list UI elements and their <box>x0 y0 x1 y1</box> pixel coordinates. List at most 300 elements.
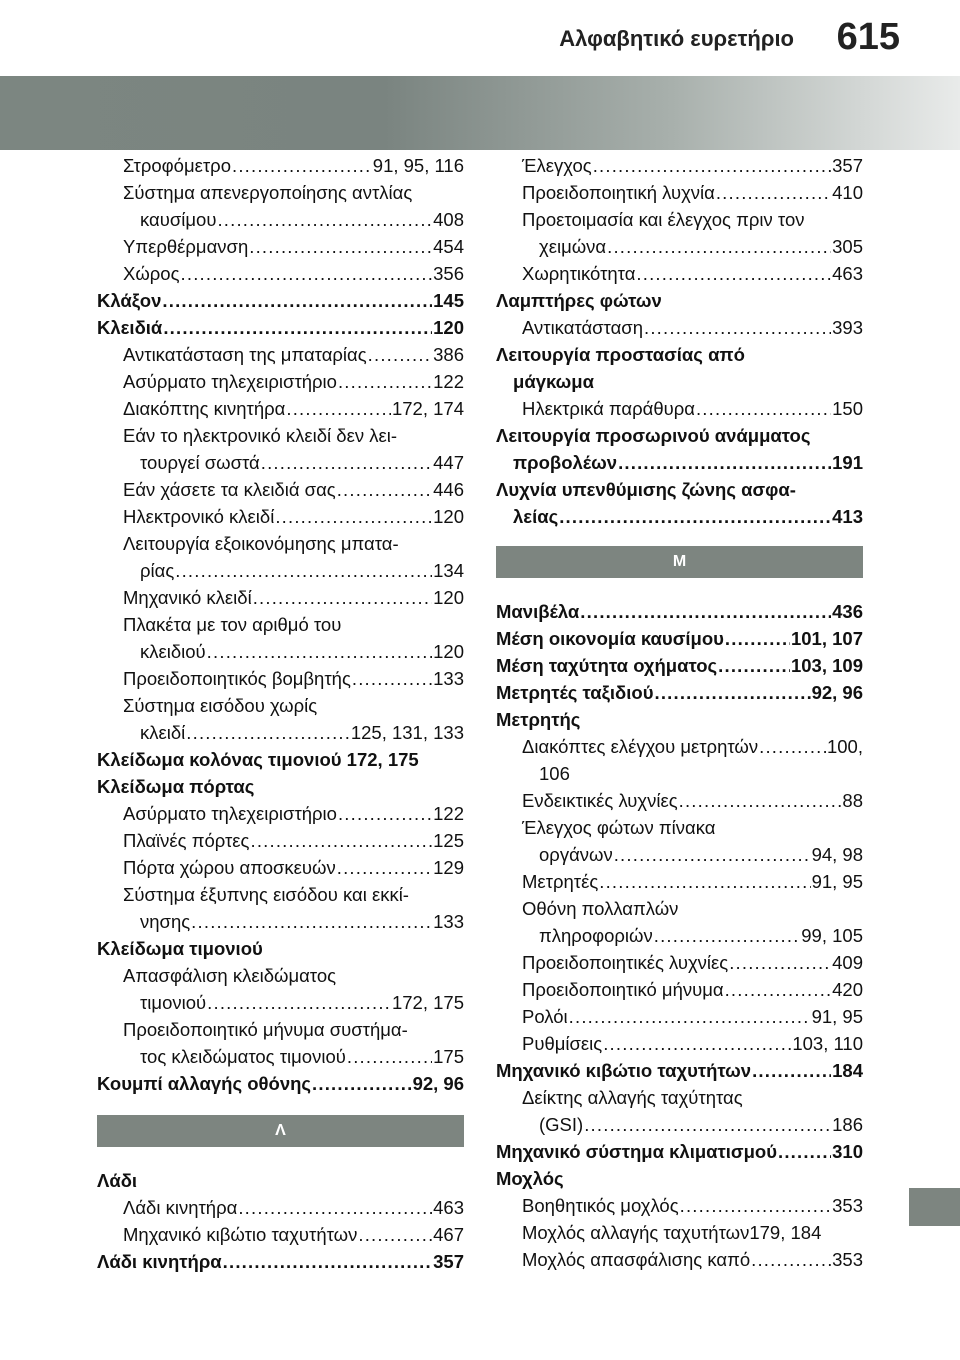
entry-line <box>496 679 863 706</box>
entry-line <box>123 854 464 881</box>
index-subentry <box>97 800 464 827</box>
entry-text: Διακόπτης κινητήρα <box>123 398 286 419</box>
dot-leader <box>759 733 826 760</box>
entry-line <box>97 773 464 800</box>
index-heading <box>97 1070 464 1097</box>
entry-line <box>496 1057 863 1084</box>
entry-text: Προειδοποιητικός βομβητής <box>123 668 351 689</box>
dot-leader <box>725 625 790 652</box>
entry-text: Μετρητές ταξιδιού <box>496 682 654 703</box>
entry-text: Προειδοποιητική λυχνία <box>522 182 715 203</box>
entry-line <box>123 530 464 557</box>
entry-line <box>522 395 863 422</box>
page-reference: 99, 105 <box>801 925 863 946</box>
index-subentry <box>97 881 464 935</box>
dot-leader <box>338 368 432 395</box>
dot-leader <box>729 949 831 976</box>
page-reference: 454 <box>433 236 464 257</box>
entry-text: Πλαϊνές πόρτες <box>123 830 250 851</box>
page-reference: 125, 131, 133 <box>350 722 464 743</box>
entry-text: ρίας <box>140 560 175 581</box>
entry-text: οργάνων <box>539 844 613 865</box>
entry-line <box>522 1219 863 1246</box>
index-heading <box>496 341 863 395</box>
index-subentry <box>496 1246 863 1273</box>
dot-leader <box>607 233 831 260</box>
page-reference: 413 <box>832 506 863 527</box>
entry-line <box>123 881 464 908</box>
entry-text: Μοχλός αλλαγής ταχυτήτων <box>522 1222 750 1243</box>
index-subentry <box>496 1084 863 1138</box>
dot-leader <box>312 1070 412 1097</box>
dot-leader <box>207 638 432 665</box>
dot-leader <box>718 652 790 679</box>
entry-text: Διακόπτες ελέγχου μετρητών <box>522 736 759 757</box>
entry-line <box>123 989 464 1016</box>
entry-line <box>123 719 464 746</box>
index-heading <box>97 746 464 773</box>
index-heading <box>97 287 464 314</box>
index-subentry <box>496 895 863 949</box>
dot-leader <box>217 206 432 233</box>
entry-text: Πλακέτα με τον αριθμό του <box>123 614 342 635</box>
entry-line <box>123 908 464 935</box>
entry-text: Προειδοποιητικό μήνυμα συστήμα- <box>123 1019 408 1040</box>
entry-text: Λειτουργία προσωρινού ανάμματος <box>496 425 811 446</box>
page-reference: 393 <box>832 317 863 338</box>
entry-line <box>123 962 464 989</box>
page-reference: 172, 175 <box>391 992 464 1013</box>
page-reference: 92, 96 <box>811 682 863 703</box>
entry-line <box>496 287 863 314</box>
index-subentry <box>496 152 863 179</box>
entry-line <box>123 692 464 719</box>
index-subentry <box>97 692 464 746</box>
entry-line <box>123 665 464 692</box>
entry-line <box>123 1194 464 1221</box>
entry-text: καυσίμου <box>140 209 217 230</box>
index-heading <box>496 422 863 476</box>
dot-leader <box>207 989 391 1016</box>
entry-text: (GSI) <box>539 1114 584 1135</box>
dot-leader <box>238 1194 432 1221</box>
entry-line <box>522 949 863 976</box>
page-reference: 353 <box>832 1195 863 1216</box>
dot-leader <box>338 800 432 827</box>
index-subentry <box>496 787 863 814</box>
page-reference: 100, <box>826 736 863 757</box>
dot-leader <box>778 1138 831 1165</box>
dot-leader <box>162 287 432 314</box>
index-subentry <box>97 503 464 530</box>
section-header-mu: Μ <box>496 546 863 578</box>
entry-text: Κουμπί αλλαγής οθόνης <box>97 1073 312 1094</box>
index-subentry <box>97 260 464 287</box>
dot-leader <box>163 314 432 341</box>
entry-text: Προειδοποιητικές λυχνίες <box>522 952 729 973</box>
entry-text: Μηχανικό σύστημα κλιματισμού <box>496 1141 777 1162</box>
entry-line <box>496 652 863 679</box>
page-reference: 463 <box>832 263 863 284</box>
index-subentry <box>97 368 464 395</box>
index-subentry <box>97 611 464 665</box>
index-column-left <box>97 152 464 1275</box>
entry-text: Δείκτης αλλαγής ταχύτητας <box>522 1087 743 1108</box>
dot-leader <box>286 395 391 422</box>
entry-text: Σύστημα εισόδου χωρίς <box>123 695 318 716</box>
entry-text: μάγκωμα <box>513 371 595 392</box>
page-reference: 92, 96 <box>412 1073 464 1094</box>
entry-text: Μέση οικονομία καυσίμου <box>496 628 724 649</box>
dot-leader <box>716 179 831 206</box>
index-subentry <box>496 314 863 341</box>
entry-text: Αντικατάσταση της μπαταρίας <box>123 344 367 365</box>
entry-line <box>123 206 464 233</box>
entries-group <box>97 152 464 1097</box>
dot-leader <box>569 1003 811 1030</box>
dot-leader <box>725 976 832 1003</box>
page-reference: 129 <box>433 857 464 878</box>
page-reference: 120 <box>433 641 464 662</box>
entry-line <box>97 935 464 962</box>
dot-leader <box>751 1246 831 1273</box>
entry-line <box>496 706 863 733</box>
entry-text: Κλάξον <box>97 290 162 311</box>
entry-text: Κλείδωμα τιμονιού <box>97 938 263 959</box>
dot-leader <box>191 908 432 935</box>
dot-leader <box>337 476 432 503</box>
entry-text: Κλειδιά <box>97 317 163 338</box>
index-heading <box>97 773 464 800</box>
dot-leader <box>358 1221 432 1248</box>
index-column-right <box>496 152 863 1273</box>
dot-leader <box>337 854 432 881</box>
index-subentry <box>496 395 863 422</box>
entry-text: Πόρτα χώρου αποσκευών <box>123 857 336 878</box>
index-subentry <box>97 422 464 476</box>
entry-line <box>123 449 464 476</box>
dot-leader <box>559 503 831 530</box>
page-reference: 357 <box>433 1251 464 1272</box>
page-reference: 408 <box>433 209 464 230</box>
page-reference: 150 <box>832 398 863 419</box>
entry-line <box>123 827 464 854</box>
page-reference: 305 <box>832 236 863 257</box>
entry-line <box>522 1111 863 1138</box>
entry-line <box>496 1165 863 1192</box>
entry-line <box>522 976 863 1003</box>
page-reference: 409 <box>832 952 863 973</box>
index-subentry <box>97 476 464 503</box>
entry-text: Μοχλός <box>496 1168 564 1189</box>
page-reference: 172, 174 <box>391 398 464 419</box>
dot-leader <box>599 868 810 895</box>
index-subentry <box>496 868 863 895</box>
entry-line <box>496 341 863 368</box>
index-subentry <box>496 1030 863 1057</box>
index-heading <box>496 287 863 314</box>
entry-text: Ρυθμίσεις <box>522 1033 603 1054</box>
page-reference: 145 <box>433 290 464 311</box>
entry-text: Σύστημα απενεργοποίησης αντλίας <box>123 182 413 203</box>
index-subentry <box>496 949 863 976</box>
entry-line <box>496 598 863 625</box>
entry-line <box>97 1248 464 1275</box>
entry-text: Έλεγχος φώτων πίνακα <box>522 817 716 838</box>
dot-leader <box>368 341 432 368</box>
page-reference: 91, 95 <box>811 871 863 892</box>
entries-group <box>496 152 863 530</box>
index-heading <box>97 1167 464 1194</box>
dot-leader <box>679 787 842 814</box>
dot-leader <box>250 827 432 854</box>
entry-line <box>123 1221 464 1248</box>
index-subentry <box>97 665 464 692</box>
index-heading <box>97 314 464 341</box>
page-reference: 353 <box>832 1249 863 1270</box>
entry-line <box>123 584 464 611</box>
page-reference: 134 <box>433 560 464 581</box>
page-reference: 133 <box>433 911 464 932</box>
page-reference: 94, 98 <box>811 844 863 865</box>
entry-line <box>522 760 863 787</box>
index-subentry <box>97 584 464 611</box>
dot-leader <box>352 665 432 692</box>
entry-line <box>522 733 863 760</box>
page-reference: 91, 95, 116 <box>372 155 464 176</box>
index-subentry <box>97 152 464 179</box>
entry-line <box>123 395 464 422</box>
page-reference: 122 <box>433 371 464 392</box>
entry-text: Λυχνία υπενθύμισης ζώνης ασφα- <box>496 479 796 500</box>
page-reference: 125 <box>433 830 464 851</box>
index-heading <box>97 1248 464 1275</box>
entry-line <box>123 368 464 395</box>
page-reference: 446 <box>433 479 464 500</box>
dot-leader <box>261 449 432 476</box>
entry-text: Κλείδωμα κολόνας τιμονιού 172, 175 <box>97 749 419 770</box>
entry-line <box>496 476 863 503</box>
page-reference: 120 <box>433 506 464 527</box>
entry-text: χειμώνα <box>539 236 607 257</box>
entry-text: Κλείδωμα πόρτας <box>97 776 255 797</box>
entry-text: Ηλεκτρικά παράθυρα <box>522 398 695 419</box>
dot-leader <box>175 557 432 584</box>
index-heading <box>496 1057 863 1084</box>
dot-leader <box>654 922 801 949</box>
index-heading <box>97 935 464 962</box>
section-thumb-tab <box>909 1188 960 1226</box>
page-reference: 463 <box>433 1197 464 1218</box>
entry-line <box>496 503 863 530</box>
page-reference: 103, 110 <box>792 1033 863 1054</box>
index-subentry <box>97 854 464 881</box>
entry-text: Λαμπτήρες φώτων <box>496 290 662 311</box>
entry-text: Μανιβέλα <box>496 601 580 622</box>
dot-leader <box>644 314 831 341</box>
entry-line <box>522 233 863 260</box>
entry-line <box>522 922 863 949</box>
index-subentry <box>496 1219 863 1246</box>
page-reference: 122 <box>433 803 464 824</box>
entry-line <box>496 1138 863 1165</box>
dot-leader <box>584 1111 831 1138</box>
entry-line <box>522 787 863 814</box>
entry-line <box>522 260 863 287</box>
entry-line <box>522 1084 863 1111</box>
entry-text: Ηλεκτρονικό κλειδί <box>123 506 275 527</box>
entry-text: τος κλειδώματος τιμονιού <box>140 1046 346 1067</box>
entry-text: Λάδι κινητήρα <box>97 1251 222 1272</box>
page-reference: 91, 95 <box>811 1006 863 1027</box>
page-number: 615 <box>836 16 900 58</box>
entry-line <box>522 841 863 868</box>
index-heading <box>496 1138 863 1165</box>
entry-line <box>123 233 464 260</box>
page-reference: 357 <box>832 155 863 176</box>
page-reference: 88 <box>842 790 863 811</box>
entry-line <box>97 746 464 773</box>
entry-text: Ασύρματο τηλεχειριστήριο <box>123 371 337 392</box>
index-subentry <box>97 530 464 584</box>
index-heading <box>496 652 863 679</box>
entry-text: Μετρητές <box>522 871 599 892</box>
index-heading <box>496 1165 863 1192</box>
entry-text: Μηχανικό κιβώτιο ταχυτήτων <box>123 1224 358 1245</box>
index-subentry <box>496 814 863 868</box>
entry-line <box>496 625 863 652</box>
section-header-lambda: Λ <box>97 1115 464 1147</box>
entry-text: Λάδι <box>97 1170 138 1191</box>
index-subentry <box>496 260 863 287</box>
index-subentry <box>496 1192 863 1219</box>
index-subentry <box>97 1194 464 1221</box>
header-banner <box>0 76 960 150</box>
entry-text: Μέση ταχύτητα οχήματος <box>496 655 718 676</box>
dot-leader <box>232 152 372 179</box>
entry-text: πληροφοριών <box>539 925 653 946</box>
page-reference: 186 <box>832 1114 863 1135</box>
dot-leader <box>614 841 811 868</box>
entry-text: Λειτουργία εξοικονόμησης μπατα- <box>123 533 399 554</box>
index-subentry <box>496 206 863 260</box>
entry-text: κλειδιού <box>140 641 206 662</box>
index-heading <box>496 625 863 652</box>
page-reference: 184 <box>832 1060 863 1081</box>
index-heading <box>496 706 863 733</box>
entry-text: Προετοιμασία και έλεγχος πριν τον <box>522 209 805 230</box>
dot-leader <box>654 679 810 706</box>
index-subentry <box>97 827 464 854</box>
page-reference: 101, 107 <box>790 628 863 649</box>
entries-group <box>97 1167 464 1275</box>
entry-line <box>123 1043 464 1070</box>
page-reference: 179, 184 <box>749 1222 822 1243</box>
index-subentry <box>97 1016 464 1070</box>
entry-text: Βοηθητικός μοχλός <box>522 1195 679 1216</box>
entries-group <box>496 598 863 1273</box>
page-reference: 103, 109 <box>790 655 863 676</box>
index-subentry <box>97 341 464 368</box>
dot-leader <box>186 719 350 746</box>
entry-line <box>522 314 863 341</box>
entry-line <box>522 1030 863 1057</box>
page-reference: 410 <box>832 182 863 203</box>
entry-text: Οθόνη πολλαπλών <box>522 898 679 919</box>
page-reference: 386 <box>433 344 464 365</box>
entry-line <box>123 179 464 206</box>
dot-leader <box>275 503 432 530</box>
entry-line <box>123 422 464 449</box>
entry-text: κλειδί <box>140 722 186 743</box>
entry-text: Απασφάλιση κλειδώματος <box>123 965 337 986</box>
entry-line <box>123 152 464 179</box>
index-subentry <box>97 179 464 233</box>
index-subentry <box>97 395 464 422</box>
page-reference: 436 <box>832 601 863 622</box>
page-reference: 120 <box>433 317 464 338</box>
dot-leader <box>696 395 831 422</box>
index-subentry <box>97 233 464 260</box>
entry-line <box>522 179 863 206</box>
dot-leader <box>680 1192 832 1219</box>
index-heading <box>496 598 863 625</box>
dot-leader <box>593 152 831 179</box>
page-reference: 447 <box>433 452 464 473</box>
dot-leader <box>253 584 432 611</box>
entry-text: Υπερθέρμανση <box>123 236 249 257</box>
page-reference: 120 <box>433 587 464 608</box>
index-subentry <box>97 962 464 1016</box>
page-reference: 420 <box>832 979 863 1000</box>
dot-leader <box>347 1043 432 1070</box>
entry-line <box>123 1016 464 1043</box>
dot-leader <box>249 233 432 260</box>
page-reference: 310 <box>832 1141 863 1162</box>
entry-text: Μηχανικό κλειδί <box>123 587 252 608</box>
entry-line <box>522 1192 863 1219</box>
index-heading <box>496 679 863 706</box>
entry-text: Προειδοποιητικό μήνυμα <box>522 979 724 1000</box>
entry-text: λείας <box>513 506 559 527</box>
dot-leader <box>752 1057 831 1084</box>
entry-text: Μηχανικό κιβώτιο ταχυτήτων <box>496 1060 752 1081</box>
entry-line <box>123 557 464 584</box>
entry-line <box>123 476 464 503</box>
entry-text: νησης <box>140 911 191 932</box>
entry-text: 106 <box>539 763 570 784</box>
entry-line <box>123 638 464 665</box>
entry-line <box>496 368 863 395</box>
entry-text: τιμονιού <box>140 992 207 1013</box>
entry-line <box>496 449 863 476</box>
entry-line <box>522 868 863 895</box>
entry-line <box>97 287 464 314</box>
index-subentry <box>496 179 863 206</box>
entry-text: προβολέων <box>513 452 618 473</box>
dot-leader <box>580 598 831 625</box>
entry-line <box>123 341 464 368</box>
entry-text: Λάδι κινητήρα <box>123 1197 238 1218</box>
entry-line <box>97 1070 464 1097</box>
entry-line <box>97 314 464 341</box>
entry-line <box>522 1246 863 1273</box>
entry-line <box>97 1167 464 1194</box>
entry-line <box>522 152 863 179</box>
entry-text: Έλεγχος <box>522 155 592 176</box>
index-heading <box>496 476 863 530</box>
entry-line <box>123 800 464 827</box>
